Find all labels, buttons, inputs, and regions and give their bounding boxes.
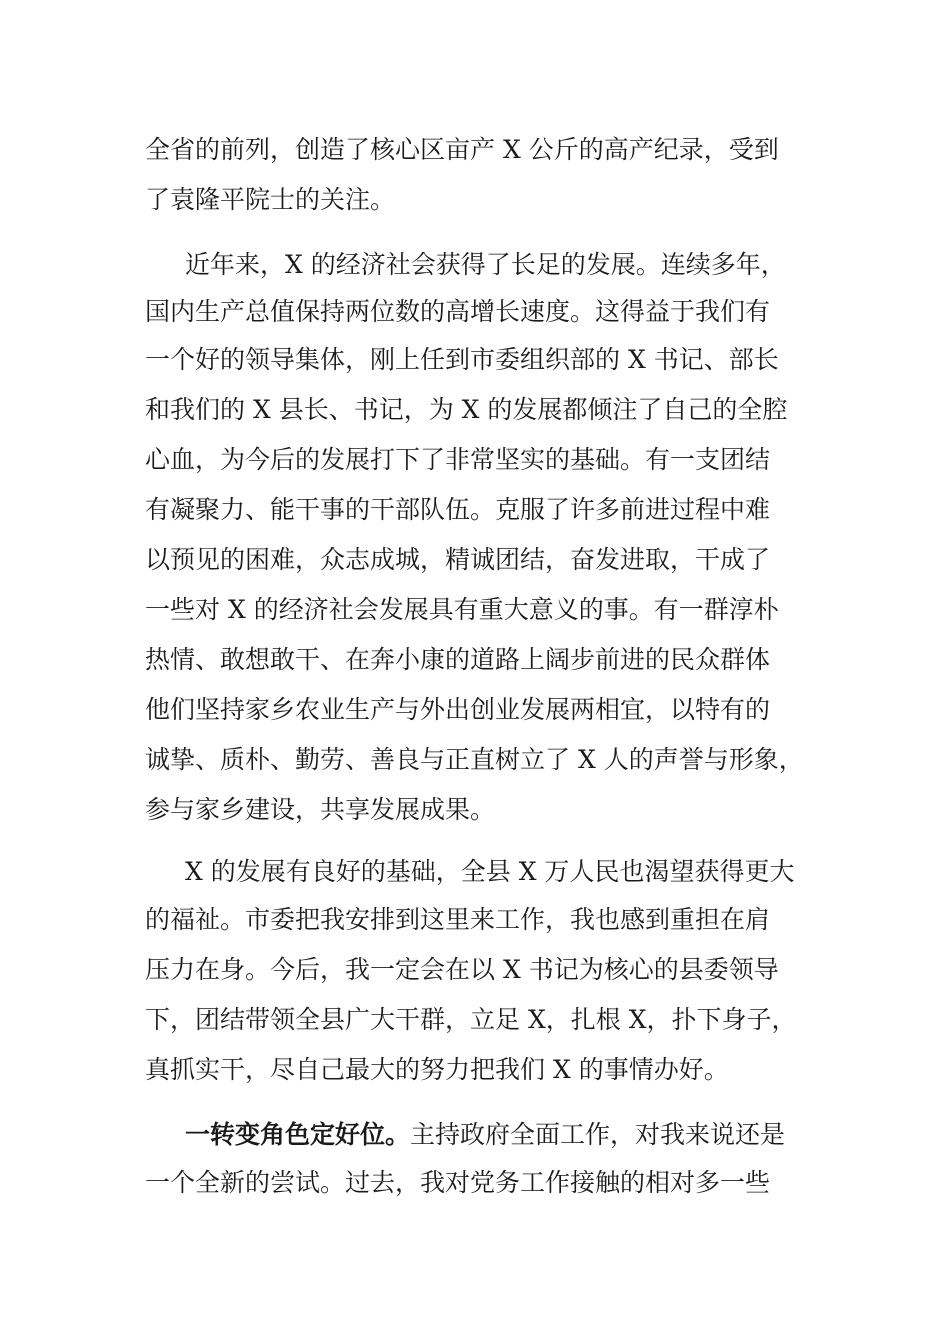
body-text-line [0, 240, 950, 290]
body-text: 压力在身。今后，我一定会在以 X 书记为核心的县委领导 [145, 955, 779, 984]
body-text: 了袁隆平院士的关注。 [145, 185, 396, 214]
body-text: 真抓实干，尽自己最大的努力把我们 X 的事情办好。 [145, 1055, 729, 1084]
body-text-line [0, 585, 950, 635]
body-text-line [0, 1110, 950, 1160]
body-text: 全省的前列，创造了核心区亩产 X 公斤的高产纪录，受到 [145, 135, 779, 164]
body-text: 一个好的领导集体，刚上任到市委组织部的 X 书记、部长 [145, 345, 779, 374]
body-text-line [0, 485, 950, 535]
body-text: 以预见的困难，众志成城，精诚团结，奋发进取，干成了 [145, 545, 771, 574]
body-text-line [0, 335, 950, 385]
body-text-line [0, 175, 950, 225]
body-text: 参与家乡建设，共享发展成果。 [145, 795, 496, 824]
body-text: 诚挚、质朴、勤劳、善良与正直树立了 X 人的声誉与形象， [145, 745, 804, 774]
bold-heading-text: 一转变角色定好位。 [185, 1120, 411, 1149]
body-text-line [0, 1045, 950, 1095]
body-text-line [0, 125, 950, 175]
body-text: 的福祉。市委把我安排到这里来工作，我也感到重担在肩 [145, 905, 771, 934]
body-text: 一些对 X 的经济社会发展具有重大意义的事。有一群淳朴 [145, 595, 779, 624]
body-text: 下，团结带领全县广大干群，立足 X，扎根 X，扑下身子， [145, 1005, 797, 1034]
body-text-line [0, 1158, 950, 1208]
body-text-line [0, 635, 950, 685]
body-text-line [0, 995, 950, 1045]
body-text: 热情、敢想敢干、在奔小康的道路上阔步前进的民众群体 [145, 645, 771, 674]
body-text: 心血，为今后的发展打下了非常坚实的基础。有一支团结 [145, 445, 771, 474]
body-text-line [0, 435, 950, 485]
body-text: 和我们的 X 县长、书记，为 X 的发展都倾注了自己的全腔 [145, 395, 788, 424]
body-text: 一个全新的尝试。过去，我对党务工作接触的相对多一些 [145, 1168, 771, 1197]
body-text: 他们坚持家乡农业生产与外出创业发展两相宜，以特有的 [145, 695, 771, 724]
body-text-line [0, 735, 950, 785]
body-text-line [0, 535, 950, 585]
body-text-line [0, 945, 950, 995]
body-text: 有凝聚力、能干事的干部队伍。克服了许多前进过程中难 [145, 495, 771, 524]
body-text: 国内生产总值保持两位数的高增长速度。这得益于我们有 [145, 297, 771, 326]
body-text: 主持政府全面工作，对我来说还是 [410, 1120, 786, 1149]
body-text-line [0, 287, 950, 337]
body-text-line [0, 895, 950, 945]
body-text-line [0, 785, 950, 835]
body-text-line [0, 847, 950, 897]
body-text: 近年来，X 的经济社会获得了长足的发展。连续多年， [185, 250, 786, 279]
body-text-line [0, 385, 950, 435]
body-text-line [0, 685, 950, 735]
body-text: X 的发展有良好的基础，全县 X 万人民也渴望获得更大 [185, 857, 795, 886]
